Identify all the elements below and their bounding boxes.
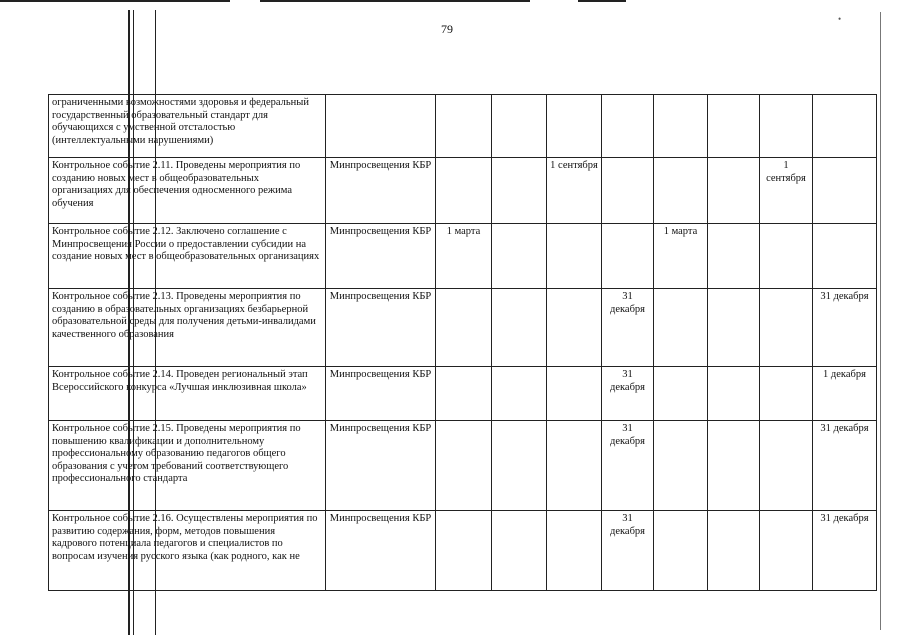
date-cell (654, 421, 708, 511)
date-cell (813, 224, 877, 289)
date-cell: 1 сентября (547, 158, 602, 224)
date-cell (436, 289, 492, 367)
date-cell (436, 511, 492, 591)
date-cell (708, 511, 760, 591)
date-cell (760, 511, 813, 591)
date-cell (602, 158, 654, 224)
event-description: Контрольное событие 2.13. Проведены мероприятия по созданию в образовательных организациях безбарьерной образовательной среды для получения детьми-инвалидами качественного образования (49, 289, 326, 367)
date-cell: 1 марта (654, 224, 708, 289)
date-cell (436, 158, 492, 224)
date-cell (708, 289, 760, 367)
date-cell (760, 421, 813, 511)
scan-artifact-right-edge (880, 12, 881, 630)
date-cell (760, 224, 813, 289)
date-cell (492, 224, 547, 289)
scan-artifact-top-line-2 (260, 0, 530, 2)
date-cell (708, 367, 760, 421)
date-cell (492, 158, 547, 224)
date-cell (547, 367, 602, 421)
event-description: Контрольное событие 2.14. Проведен региональный этап Всероссийского конкурса «Лучшая инклюзивная школа» (49, 367, 326, 421)
date-cell (492, 367, 547, 421)
responsible-executor: Минпросвещения КБР (326, 511, 436, 591)
date-cell (760, 289, 813, 367)
date-cell: 1 сентября (760, 158, 813, 224)
table-row (49, 158, 877, 224)
date-cell (492, 421, 547, 511)
date-cell (436, 367, 492, 421)
table-row (49, 511, 877, 591)
date-cell (602, 95, 654, 158)
scan-speck: • (838, 14, 842, 24)
date-cell (436, 421, 492, 511)
date-cell (492, 511, 547, 591)
date-cell (708, 224, 760, 289)
responsible-executor: Минпросвещения КБР (326, 421, 436, 511)
date-cell (654, 158, 708, 224)
date-cell (813, 95, 877, 158)
date-cell (547, 289, 602, 367)
date-cell: 1 марта (436, 224, 492, 289)
date-cell (708, 421, 760, 511)
date-cell (760, 367, 813, 421)
plan-table-body (49, 95, 877, 591)
scan-artifact-top-line-1 (0, 0, 230, 2)
responsible-executor: Минпросвещения КБР (326, 289, 436, 367)
date-cell (547, 511, 602, 591)
date-cell (547, 95, 602, 158)
date-cell (708, 95, 760, 158)
table-row (49, 224, 877, 289)
date-cell: 31 декабря (602, 511, 654, 591)
date-cell (547, 224, 602, 289)
table-row (49, 421, 877, 511)
table-row (49, 95, 877, 158)
date-cell: 31 декабря (602, 367, 654, 421)
date-cell: 31 декабря (602, 289, 654, 367)
event-description: Контрольное событие 2.12. Заключено соглашение с Минпросвещения России о предоставлении субсидии на создание новых мест в общеобразовательных организациях (49, 224, 326, 289)
event-description: Контрольное событие 2.11. Проведены мероприятия по созданию новых мест в общеобразовательных организациях для обеспечения односменного режима обучения (49, 158, 326, 224)
date-cell (602, 224, 654, 289)
date-cell (654, 289, 708, 367)
responsible-executor (326, 95, 436, 158)
table-row (49, 367, 877, 421)
date-cell (654, 511, 708, 591)
date-cell (492, 289, 547, 367)
scan-artifact-top-line-3 (578, 0, 626, 2)
table-row (49, 289, 877, 367)
event-description: Контрольное событие 2.15. Проведены мероприятия по повышению квалификации и дополнительному профессиональному образованию педагогов общего образования с учетом требований соответствующего профессионального стандарта (49, 421, 326, 511)
event-description: Контрольное событие 2.16. Осуществлены мероприятия по развитию содержания, форм, методов повышения кадрового потенциала педагогов и специалистов по вопросам изучения русского языка (как родного, как не (49, 511, 326, 591)
date-cell: 31 декабря (813, 289, 877, 367)
date-cell: 31 декабря (813, 421, 877, 511)
date-cell (760, 95, 813, 158)
date-cell: 31 декабря (602, 421, 654, 511)
date-cell (654, 95, 708, 158)
responsible-executor: Минпросвещения КБР (326, 224, 436, 289)
plan-table (48, 94, 877, 591)
date-cell: 31 декабря (813, 511, 877, 591)
date-cell (708, 158, 760, 224)
date-cell (547, 421, 602, 511)
date-cell: 1 декабря (813, 367, 877, 421)
event-description: ограниченными возможностями здоровья и федеральный государственный образовательный стандарт для обучающихся с умственной отсталостью (интеллектуальными нарушениями) (49, 95, 326, 158)
date-cell (492, 95, 547, 158)
responsible-executor: Минпросвещения КБР (326, 158, 436, 224)
date-cell (436, 95, 492, 158)
date-cell (813, 158, 877, 224)
date-cell (654, 367, 708, 421)
page-number: 79 (441, 22, 453, 36)
responsible-executor: Минпросвещения КБР (326, 367, 436, 421)
